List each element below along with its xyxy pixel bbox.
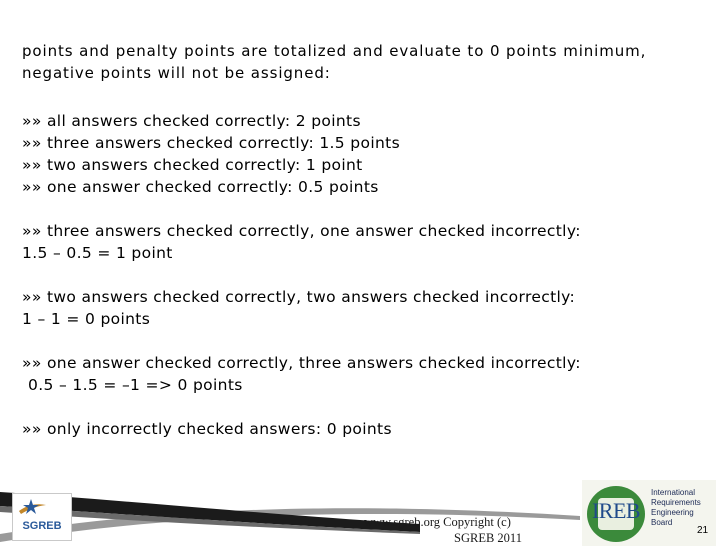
rule-three-correct: »» three answers checked correctly: 1.5 points [22, 134, 400, 152]
footer-credit [364, 514, 554, 546]
credit-line-2: SGREB 2011 [454, 531, 522, 545]
ireb-full-name: International Requirements Engineering Board [651, 488, 701, 527]
rule-only-incorrect: »» only incorrectly checked answers: 0 points [22, 420, 392, 438]
case-condition: »» two answers checked correctly, two answers checked incorrectly: [22, 288, 576, 306]
ireb-logo [582, 480, 716, 546]
intro-line: negative points will not be assigned: [22, 64, 331, 82]
sgreb-logo-text: SGREB [22, 520, 62, 532]
intro-line: points and penalty points are totalized and evaluate to 0 points minimum, [22, 42, 647, 60]
case-calculation: 1 – 1 = 0 points [22, 310, 151, 328]
case-condition: »» one answer checked correctly, three answers checked incorrectly: [22, 354, 581, 372]
rule-one-correct: »» one answer checked correctly: 0.5 points [22, 178, 379, 196]
case-condition: »» three answers checked correctly, one answer checked incorrectly: [22, 222, 581, 240]
slide-number: 21 [697, 525, 709, 536]
rule-two-correct: »» two answers checked correctly: 1 point [22, 156, 363, 174]
star-icon [17, 497, 47, 519]
case-calculation: 1.5 – 0.5 = 1 point [22, 244, 173, 262]
case-calculation: 0.5 – 1.5 = –1 => 0 points [28, 376, 243, 394]
ireb-abbreviation: IREB [591, 498, 641, 523]
credit-line-1: www.sgreb.org Copyright (c) [364, 515, 511, 529]
sgreb-logo [12, 493, 72, 541]
rule-all-correct: »» all answers checked correctly: 2 points [22, 112, 361, 130]
slide-body [22, 40, 712, 440]
